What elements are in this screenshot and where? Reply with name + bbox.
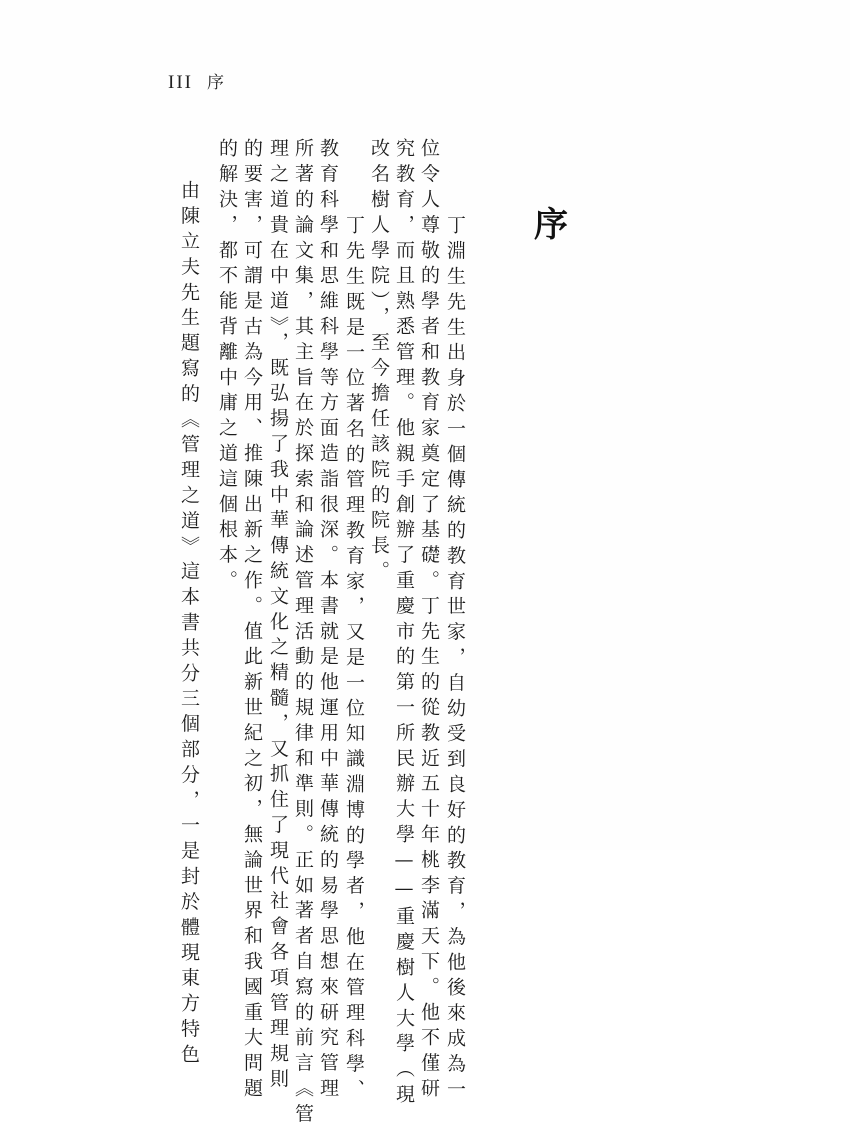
text-column-3: 究教育，而且熟悉管理。他親手創辦了重慶市的第一所民辦大學——重慶樹人大學（現 (393, 138, 415, 1110)
running-head (168, 68, 225, 94)
text-column-9: 的要害，可謂是古為今用、推陳出新之作。值此新世紀之初，無論世界和我國重大問題 (241, 138, 263, 1104)
text-column-4: 改名樹人學院），至今擔任該院的院長。 (368, 138, 390, 586)
chapter-title: 序 (534, 205, 568, 245)
page-number: III (168, 72, 193, 93)
text-column-5: 丁先生既是一位著名的管理教育家，又是一位知識淵博的學者，他在管理科學、 (343, 215, 365, 1104)
text-column-10: 的解決，都不能背離中庸之道這個根本。 (216, 138, 238, 596)
text-column-2: 位令人尊敬的學者和教育家奠定了基礎。丁先生的從教近五十年桃李滿天下。他不僅研 (418, 138, 440, 1104)
text-column-11: 由陳立夫先生題寫的《管理之道》這本書共分三個部分，一是封於體現東方特色 (178, 180, 200, 1069)
text-column-1: 丁淵生先生出身於一個傳統的教育世家，自幼受到良好的教育，為他後來成為一 (444, 215, 466, 1104)
text-column-8: 理之道貴在中道》，既弘揚了我中華傳統文化之精髓，又抓住了現代社會各項管理規則 (267, 138, 289, 1094)
running-head-section: 序 (206, 73, 225, 93)
text-column-7: 所著的論文集，其主旨在於探索和論述管理活動的規律和準則。正如著者自寫的前言《管 (292, 138, 314, 1129)
text-column-6: 教育科學和思維科學等方面造詣很深。本書就是他運用中華傳統的易學思想來研究管理 (317, 138, 339, 1104)
